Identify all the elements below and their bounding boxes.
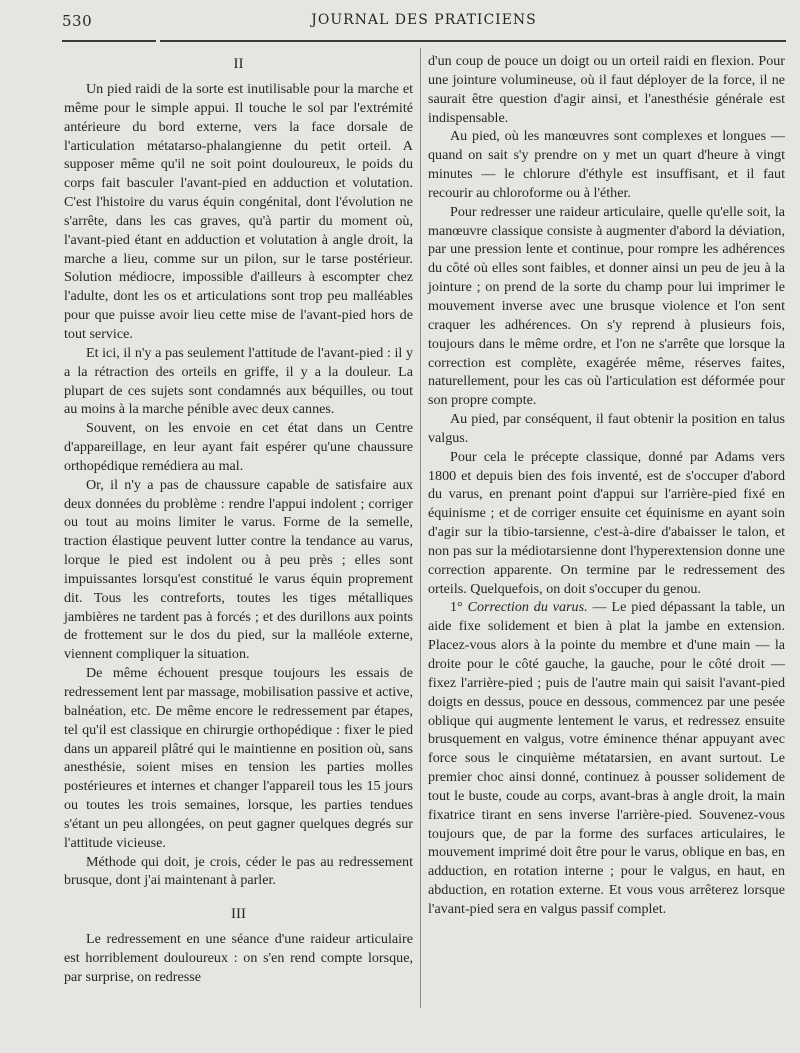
paragraph: Pour redresser une raideur articulaire, quelle qu'elle soit, la manœuvre classique consiste à augmenter d'abord la déviation, par une pression lente et continue, pour rompre les adhérences du côté où elles sont faibles, et donner ainsi un peu de jeu à la jointure ; on prend de la sorte du champ pour lui imprimer le mouvement inverse avec une brusque violence et l'on sent craquer les adhérences. On s'y reprend à plusieurs fois, toujours dans le même ordre, et l'on ne s'arrête que lorsque la correction est complète, exagérée même, réserves faites, naturellement, pour les cas où l'articulation est déformée pour son propre compte. [428, 203, 785, 409]
paragraph: Au pied, par conséquent, il faut obtenir la position en talus valgus. [428, 411, 785, 446]
section-heading-ii: II [233, 56, 244, 72]
paragraph: Pour cela le précepte classique, donné par Adams vers 1800 et depuis bien des fois inventé, est de s'occuper d'abord du varus, en prenant point d'appui sur l'arrière-pied fixé en équinisme ; et de corriger ensuite cet équinisme en ayant soin d'agir sur la tibio-tarsienne, c'est-à-dire d'abaisser le talon, et non pas sur la médiotarsienne dont l'hyperextension donne une correction apparente. On termine par le redressement des orteils. Quelquefois, on doit s'occuper du genou. [428, 448, 785, 597]
paragraph: De même échouent presque toujours les essais de redressement lent par massage, mobilisation passive et active, balnéation, etc. De même encore le redressement par étapes, tel qu'il est classique en chirurgie orthopédique : fixer le pied dans un appareil plâtré qui le maintienne en position où, sans anesthésie, soient mises en tension les parties molles postérieures et internes et changer l'appareil tous les 15 jours ou toutes les trois semaines, lorsque, les parties tendues s'étant un peu allongées, on peut gagner quelques degrés sur l'attitude vicieuse. [64, 665, 413, 851]
subheading-italic: Correction du varus. [467, 599, 588, 616]
paragraph-correction-varus [428, 598, 785, 918]
paragraph: d'un coup de pouce un doigt ou un orteil raidi en flexion. Pour une jointure volumineuse, où il faut déployer de la force, il ne saurait être question d'agir ainsi, et l'anesthésie générale est indispensable. [428, 53, 785, 126]
paragraph: Un pied raidi de la sorte est inutilisable pour la marche et même pour le simple appui. Il touche le sol par l'extrémité antérieure du bord externe, vers la face dorsale de l'articulation métatarso-phalangienne du petit orteil. A supposer même qu'il ne soit point douloureux, le poids du corps fait basculer l'avant-pied en adduction et volutation. C'est l'histoire du varus équin congénital, dont l'évolution ne s'arrête, dans les cas graves, qu'à partir du moment où, l'avant-pied étant en adduction et volutation à angle droit, la marche a lieu, comme sur un pilon, sur le tarse postérieur. Solution médiocre, impossible d'ailleurs à escompter chez l'adulte, dont les os et articulations sont trop peu malléables pour que puisse avoir lieu cette mise de l'avant-pied hors de tout service. [64, 81, 413, 342]
header-rule-right [160, 40, 786, 42]
right-column [428, 52, 785, 919]
paragraph: Méthode qui doit, je crois, céder le pas au redressement brusque, dont j'ai maintenant à parler. [64, 853, 413, 889]
column-divider [420, 48, 421, 1008]
page-number: 530 [62, 12, 93, 30]
paragraph: Or, il n'y a pas de chaussure capable de satisfaire aux deux données du problème : rendre l'appui indolent ; corriger ou tout au moins limiter le varus. Forme de la semelle, traction élastique peuvent lutter contre la tendance au varus, lorque le pied est indolent ou à peu près ; elles sont impuissantes lorsqu'est constitué le varus équin proprement dit. Tous les contreforts, toutes les tiges métalliques jambières ne tardent pas à forcés ; et des durillons aux points de frottement sur le dos du pied, sur la malléole externe, viennent compliquer la situation. [64, 476, 413, 663]
header-rule-left [62, 40, 156, 42]
paragraph-text: — Le pied dépassant la table, un aide fixe solidement et bien à plat la jambe en extension. Placez-vous alors à la pointe du membre et d'une main — la droite pour le côté gauche, la gauche, pour le côté droit — fixez l'arrière-pied ; puis de l'autre main qui saisit l'avant-pied doigts en dessus, pouce en dessous, commencez par une pesée oblique qui augmente lentement le varus, et redressez ensuite brusquement en valgus, votre éminence thénar appuyant avec force sous le cinquième métatarsien, en avant surtout. Le premier choc ainsi donné, continuez à pousser solidement de tout le buste, coude au corps, avant-bras à angle droit, la main fixatrice tirant en sens inverse l'arrière-pied. Souvenez-vous toujours que, de par la forme des surfaces articulaires, le mouvement imprimé doit être pour le varus, oblique en bas, en adduction, en rotation interne ; pour le valgus, en haut, en abduction, en rotation externe. Et vous vous arrêterez lorsque l'avant-pied sera en valgus passif complet. [428, 599, 786, 917]
paragraph: Et ici, il n'y a pas seulement l'attitude de l'avant-pied : il y a la rétraction des orteils en griffe, il y a la douleur. La plupart de ces sujets sont condamnés aux béquilles, ou tout au moins à la marche pénible avec deux cannes. [64, 344, 413, 418]
journal-title: JOURNAL DES PRATICIENS [311, 12, 537, 28]
paragraph: Au pied, où les manœuvres sont complexes et longues — quand on sait s'y prendre on y met un quart d'heure à vingt minutes — le chlorure d'éthyle est insuffisant, et il faut recourir au chloroforme ou à l'éther. [428, 128, 785, 201]
left-column [64, 52, 413, 987]
paragraph: Souvent, on les envoie en cet état dans un Centre d'appareillage, en leur ayant fait espérer qu'une chaussure orthopédique remédiera au mal. [64, 420, 413, 474]
section-heading-iii: III [231, 906, 246, 923]
paragraph: Le redressement en une séance d'une raideur articulaire est horriblement douloureux : on s'en rend compte lorsque, par surprise, on redresse [64, 931, 413, 985]
running-header [62, 12, 786, 34]
list-number: 1° [450, 599, 468, 616]
